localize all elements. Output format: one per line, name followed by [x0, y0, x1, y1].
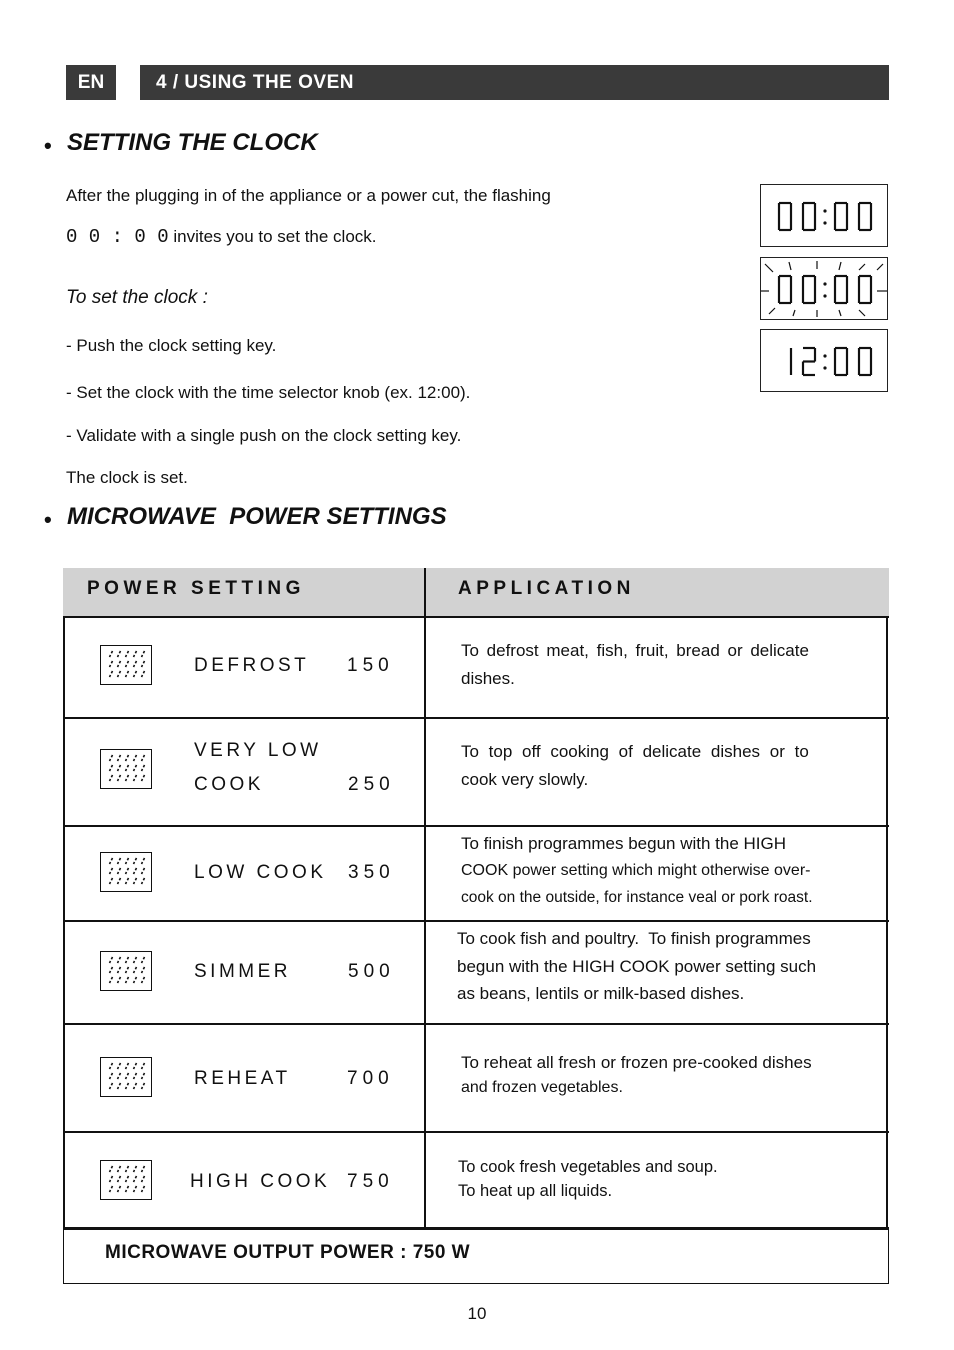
- wave-tick: [142, 765, 145, 771]
- wave-tick: [126, 1063, 129, 1069]
- clock-colon-dot: [823, 354, 826, 357]
- wave-tick: [142, 1073, 145, 1079]
- wave-tick: [110, 977, 113, 983]
- table-border-left: [63, 616, 65, 1229]
- setting-watts: 750: [347, 1171, 394, 1192]
- table-rule: [63, 920, 889, 922]
- wave-tick: [126, 1176, 129, 1182]
- setting-label: REHEAT: [194, 1068, 291, 1089]
- table-rule: [63, 825, 889, 827]
- wave-tick: [110, 868, 113, 874]
- wave-tick: [142, 878, 145, 884]
- wave-tick: [118, 1073, 121, 1079]
- wave-tick: [134, 671, 137, 677]
- clock-display-3: [760, 329, 888, 392]
- wave-tick: [126, 957, 129, 963]
- setting-watts: 350: [348, 862, 395, 883]
- wave-tick: [118, 765, 121, 771]
- clock-step-1: - Push the clock setting key.: [66, 336, 277, 355]
- application-line: To finish programmes begun with the HIGH: [461, 834, 787, 853]
- wave-tick: [142, 1186, 145, 1192]
- wave-tick: [134, 1166, 137, 1172]
- wave-tick: [142, 957, 145, 963]
- wave-tick: [126, 967, 129, 973]
- wave-tick: [134, 868, 137, 874]
- wave-tick: [110, 858, 113, 864]
- application-text: [461, 738, 809, 794]
- wave-tick: [134, 1186, 137, 1192]
- clock-display-1: [760, 184, 888, 247]
- wave-tick: [134, 1083, 137, 1089]
- wave-tick: [134, 1176, 137, 1182]
- wave-tick: [142, 775, 145, 781]
- setting-label: SIMMER: [194, 961, 291, 982]
- wave-tick: [118, 651, 121, 657]
- clock-colon-dot: [823, 366, 826, 369]
- wave-tick: [142, 755, 145, 761]
- wave-tick: [118, 775, 121, 781]
- application-line: cook very slowly.: [461, 770, 589, 789]
- table-rule: [63, 616, 889, 618]
- application-line: To reheat all fresh or frozen pre-cooked dishes: [461, 1053, 812, 1072]
- application-line: To cook fresh vegetables and soup.: [458, 1158, 718, 1176]
- clock-colon-dot: [823, 294, 826, 297]
- wave-tick: [142, 671, 145, 677]
- setting-label: VERY LOW: [194, 740, 322, 761]
- clock-intro-line2: invites you to set the clock.: [173, 227, 377, 246]
- flash-rays-icon: [839, 262, 841, 270]
- output-power-text: MICROWAVE OUTPUT POWER : 750 W: [105, 1242, 471, 1263]
- setting-watts: 700: [347, 1068, 394, 1089]
- clock-intro-line2-wrap: [66, 226, 377, 248]
- clock-done: The clock is set.: [66, 468, 188, 487]
- application-text: [461, 830, 813, 911]
- clock-colon-dot: [823, 221, 826, 224]
- wave-tick: [142, 858, 145, 864]
- wave-tick: [110, 1063, 113, 1069]
- wave-tick: [118, 1083, 121, 1089]
- wave-tick: [110, 967, 113, 973]
- wave-tick: [126, 671, 129, 677]
- application-text: [461, 1050, 812, 1100]
- setting-watts: 150: [347, 655, 394, 676]
- application-text: [457, 925, 816, 1008]
- wave-tick: [134, 1063, 137, 1069]
- clock-intro-line1: After the plugging in of the appliance or a power cut, the flashing: [66, 186, 551, 205]
- clock-display-3-digits: [761, 330, 889, 393]
- table-rule: [63, 1023, 889, 1025]
- wave-tick: [126, 878, 129, 884]
- clock-display-1-digits: [761, 185, 889, 248]
- wave-tick: [126, 1186, 129, 1192]
- setting-label-line2: COOK: [194, 774, 264, 795]
- flash-rays-icon: [839, 310, 841, 316]
- wave-tick: [134, 775, 137, 781]
- clock-step-2: - Set the clock with the time selector knob (ex. 12:00).: [66, 383, 471, 402]
- wave-tick: [110, 661, 113, 667]
- wave-tick: [118, 868, 121, 874]
- wave-tick: [110, 1176, 113, 1182]
- flash-rays-icon: [859, 310, 865, 316]
- wave-tick: [126, 1073, 129, 1079]
- page-number: 10: [467, 1304, 487, 1323]
- wave-tick: [142, 1166, 145, 1172]
- wave-tick: [118, 1186, 121, 1192]
- clock-colon-dot: [823, 282, 826, 285]
- wave-tick: [142, 1063, 145, 1069]
- application-line: and frozen vegetables.: [461, 1079, 623, 1096]
- wave-tick: [142, 868, 145, 874]
- setting-label: LOW COOK: [194, 862, 327, 883]
- wave-tick: [118, 671, 121, 677]
- wave-tick: [110, 671, 113, 677]
- wave-tick: [126, 868, 129, 874]
- wave-tick: [134, 661, 137, 667]
- wave-tick: [142, 651, 145, 657]
- clock-display-2-flashing: [760, 257, 888, 320]
- setting-label: HIGH COOK: [190, 1171, 331, 1192]
- microwave-waves-icon: [100, 749, 152, 789]
- wave-tick: [126, 977, 129, 983]
- application-text: [458, 1155, 718, 1203]
- wave-tick: [126, 651, 129, 657]
- wave-tick: [134, 1073, 137, 1079]
- wave-tick: [142, 967, 145, 973]
- flash-rays-icon: [765, 264, 773, 272]
- wave-tick: [142, 1176, 145, 1182]
- setting-label: DEFROST: [194, 655, 310, 676]
- wave-tick: [110, 1166, 113, 1172]
- table-border-right: [886, 616, 888, 1229]
- wave-tick: [134, 878, 137, 884]
- microwave-waves-icon: [100, 1057, 152, 1097]
- wave-tick: [118, 1063, 121, 1069]
- microwave-waves-icon: [100, 852, 152, 892]
- wave-tick: [118, 977, 121, 983]
- section-title-power: MICROWAVE POWER SETTINGS: [67, 503, 447, 530]
- wave-tick: [134, 957, 137, 963]
- table-column-divider: [424, 568, 426, 1229]
- wave-tick: [126, 858, 129, 864]
- application-line: dishes.: [461, 669, 515, 688]
- application-line: begun with the HIGH COOK power setting such: [457, 956, 817, 976]
- clock-subheading: To set the clock :: [66, 287, 208, 308]
- wave-tick: [110, 878, 113, 884]
- application-text: [461, 637, 809, 693]
- wave-tick: [118, 755, 121, 761]
- flash-rays-icon: [859, 264, 865, 270]
- application-line: as beans, lentils or milk-based dishes.: [457, 984, 745, 1003]
- wave-tick: [110, 1186, 113, 1192]
- flash-rays-icon: [877, 264, 883, 270]
- wave-tick: [118, 661, 121, 667]
- wave-tick: [118, 878, 121, 884]
- section-title-clock: SETTING THE CLOCK: [67, 129, 318, 156]
- application-line: cook on the outside, for instance veal or pork roast.: [461, 889, 813, 906]
- clock-step-3: - Validate with a single push on the clock setting key.: [66, 426, 462, 445]
- flashing-digits: 0 0 : 0 0: [66, 226, 169, 248]
- wave-tick: [134, 755, 137, 761]
- wave-tick: [118, 1166, 121, 1172]
- application-line: To defrost meat, fish, fruit, bread or delicate: [461, 641, 809, 660]
- microwave-waves-icon: [100, 951, 152, 991]
- wave-tick: [110, 765, 113, 771]
- wave-tick: [118, 858, 121, 864]
- bullet: •: [44, 507, 52, 532]
- setting-watts: 500: [348, 961, 395, 982]
- wave-tick: [110, 775, 113, 781]
- flash-rays-icon: [789, 262, 791, 270]
- clock-display-2-digits: [761, 258, 889, 321]
- wave-tick: [134, 765, 137, 771]
- wave-tick: [110, 651, 113, 657]
- wave-tick: [134, 967, 137, 973]
- application-line: To top off cooking of delicate dishes or to: [461, 742, 809, 761]
- setting-watts: 250: [348, 774, 395, 795]
- column-header-application: APPLICATION: [458, 578, 635, 599]
- microwave-waves-icon: [100, 645, 152, 685]
- application-line: To heat up all liquids.: [458, 1182, 613, 1200]
- language-tag: EN: [66, 65, 116, 100]
- wave-tick: [126, 775, 129, 781]
- wave-tick: [134, 651, 137, 657]
- wave-tick: [126, 1166, 129, 1172]
- bullet: •: [44, 133, 52, 158]
- wave-tick: [126, 755, 129, 761]
- wave-tick: [110, 1073, 113, 1079]
- wave-tick: [126, 661, 129, 667]
- flash-rays-icon: [769, 308, 775, 314]
- wave-tick: [118, 967, 121, 973]
- wave-tick: [142, 661, 145, 667]
- wave-tick: [142, 1083, 145, 1089]
- wave-tick: [110, 1083, 113, 1089]
- application-line: To cook fish and poultry. To finish programmes: [457, 929, 811, 948]
- table-rule: [63, 1131, 889, 1133]
- wave-tick: [110, 957, 113, 963]
- wave-tick: [134, 858, 137, 864]
- wave-tick: [126, 765, 129, 771]
- wave-tick: [118, 957, 121, 963]
- table-rule: [63, 717, 889, 719]
- wave-tick: [126, 1083, 129, 1089]
- wave-tick: [134, 977, 137, 983]
- wave-tick: [142, 977, 145, 983]
- chapter-header: 4 / USING THE OVEN: [140, 65, 889, 100]
- column-header-setting: POWER SETTING: [87, 578, 305, 599]
- application-line: COOK power setting which might otherwise over-: [461, 862, 811, 879]
- microwave-waves-icon: [100, 1160, 152, 1200]
- flash-rays-icon: [793, 310, 795, 316]
- wave-tick: [110, 755, 113, 761]
- clock-colon-dot: [823, 209, 826, 212]
- wave-tick: [118, 1176, 121, 1182]
